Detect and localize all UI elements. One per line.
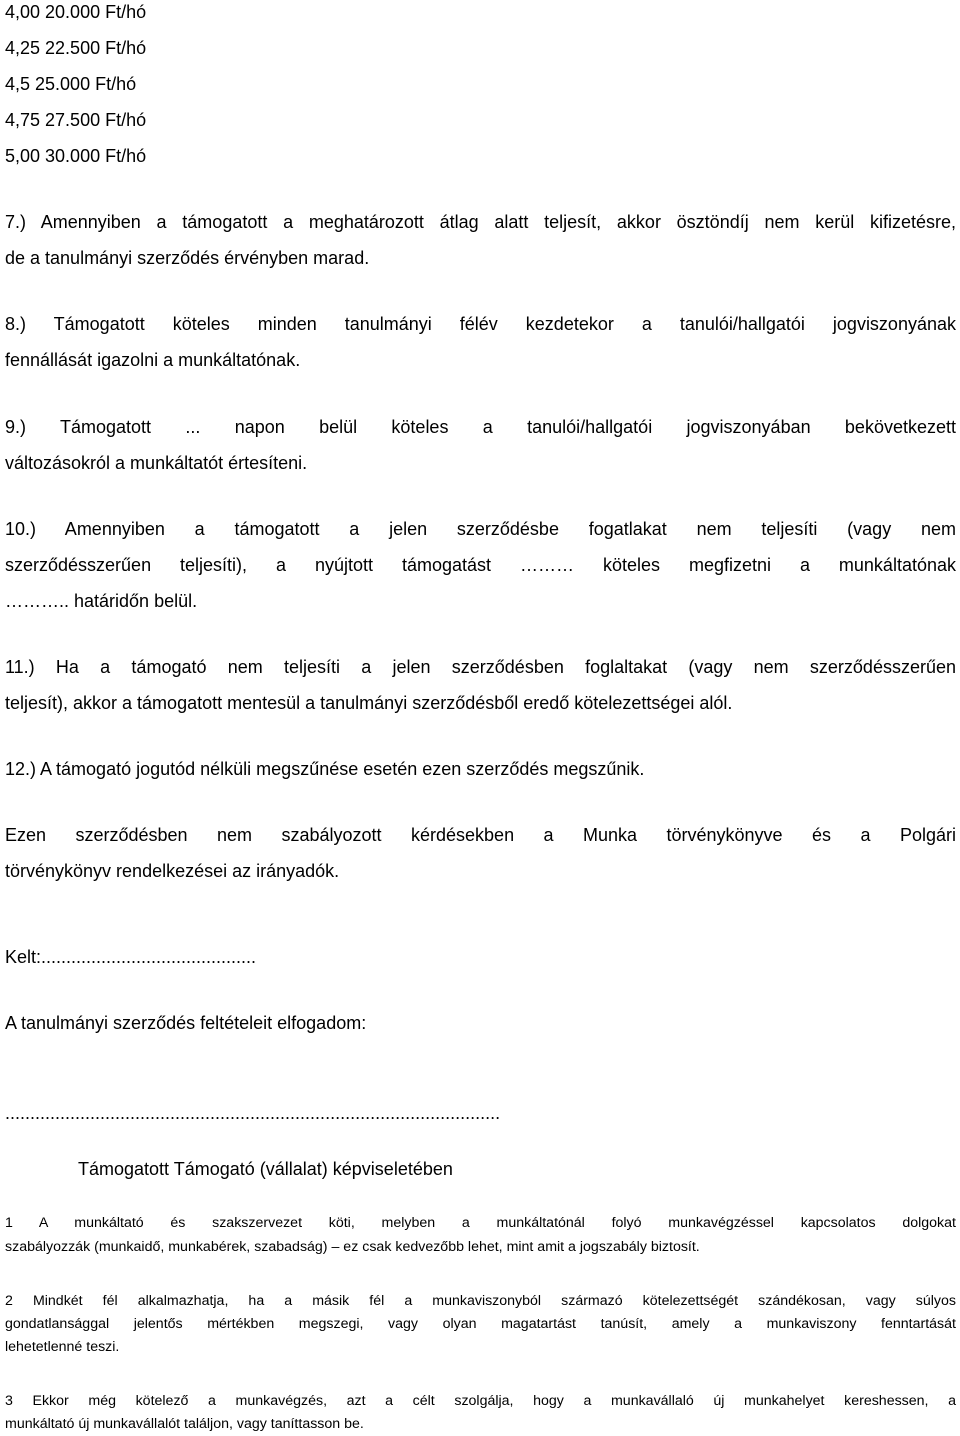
clause-10-line-1: 10.) Amennyiben a támogatott a jelen szerződésbe fogatlakat nem teljesíti (vagy nem <box>5 519 956 539</box>
clause-8-line-2: fennállását igazolni a munkáltatónak. <box>5 350 301 370</box>
footnote-3-line-1: 3 Ekkor még kötelező a munkavégzés, azt a célt szolgálja, hogy a munkavállaló új munkahelyet kereshessen, a <box>5 1393 956 1409</box>
footnote-2-line-1: 2 Mindkét fél alkalmazhatja, ha a másik fél a munkaviszonyból származó kötelezettségét szándékosan, vagy súlyos <box>5 1293 956 1309</box>
clause-11-line-2: teljesít), akkor a támogatott mentesül a tanulmányi szerződésből eredő kötelezettségei alól. <box>5 693 733 713</box>
clause-10-line-3: ……….. határidőn belül. <box>5 591 198 611</box>
closing-line-2: törvénykönyv rendelkezései az irányadók. <box>5 861 340 881</box>
clause-8-line-1: 8.) Támogatott köteles minden tanulmányi félév kezdetekor a tanulói/hallgatói jogviszonyának <box>5 314 956 334</box>
footnote-1-line-1: 1 A munkáltató és szakszervezet köti, melyben a munkáltatónál folyó munkavégzéssel kapcsolatos dolgokat <box>5 1215 956 1231</box>
rate-line: 4,75 27.500 Ft/hó <box>5 110 147 130</box>
clause-9-line-1: 9.) Támogatott ... napon belül köteles a tanulói/hallgatói jogviszonyában bekövetkezett <box>5 417 956 437</box>
rate-line: 4,5 25.000 Ft/hó <box>5 74 137 94</box>
footnote-2-line-2: gondatlansággal jelentős mértékben megszegi, vagy olyan magatartást tanúsít, amely a munkaviszony fenntartását <box>5 1316 956 1332</box>
footnote-2-line-3: lehetetlenné teszi. <box>5 1339 120 1355</box>
signature-line: ................................................................................................... <box>5 1103 501 1123</box>
date-field: Kelt:........................................... <box>5 947 257 967</box>
footnote-3-line-2: munkáltató új munkavállalót találjon, vagy taníttasson be. <box>5 1416 364 1432</box>
footnote-1-line-2: szabályozzák (munkaidő, munkabérek, szabadság) – ez csak kedvezőbb lehet, mint amit a jogszabály biztosít. <box>5 1239 700 1255</box>
acceptance-statement: A tanulmányi szerződés feltételeit elfogadom: <box>5 1013 367 1033</box>
rate-line: 5,00 30.000 Ft/hó <box>5 146 147 166</box>
clause-7-line-1: 7.) Amennyiben a támogatott a meghatározott átlag alatt teljesít, akkor ösztöndíj nem kerül kifizetésre, <box>5 212 956 232</box>
clause-11-line-1: 11.) Ha a támogató nem teljesíti a jelen szerződésben foglaltakat (vagy nem szerződésszerűen <box>5 657 956 677</box>
rate-line: 4,25 22.500 Ft/hó <box>5 38 147 58</box>
clause-12: 12.) A támogató jogutód nélküli megszűnése esetén ezen szerződés megszűnik. <box>5 759 645 779</box>
signature-labels: Támogatott Támogató (vállalat) képviseletében <box>78 1159 453 1179</box>
clause-7-line-2: de a tanulmányi szerződés érvényben marad. <box>5 248 370 268</box>
rate-line: 4,00 20.000 Ft/hó <box>5 2 147 22</box>
closing-line-1: Ezen szerződésben nem szabályozott kérdésekben a Munka törvénykönyve és a Polgári <box>5 825 956 845</box>
clause-10-line-2: szerződésszerűen teljesíti), a nyújtott támogatást ……… köteles megfizetni a munkáltatónak <box>5 555 956 575</box>
clause-9-line-2: változásokról a munkáltatót értesíteni. <box>5 453 308 473</box>
